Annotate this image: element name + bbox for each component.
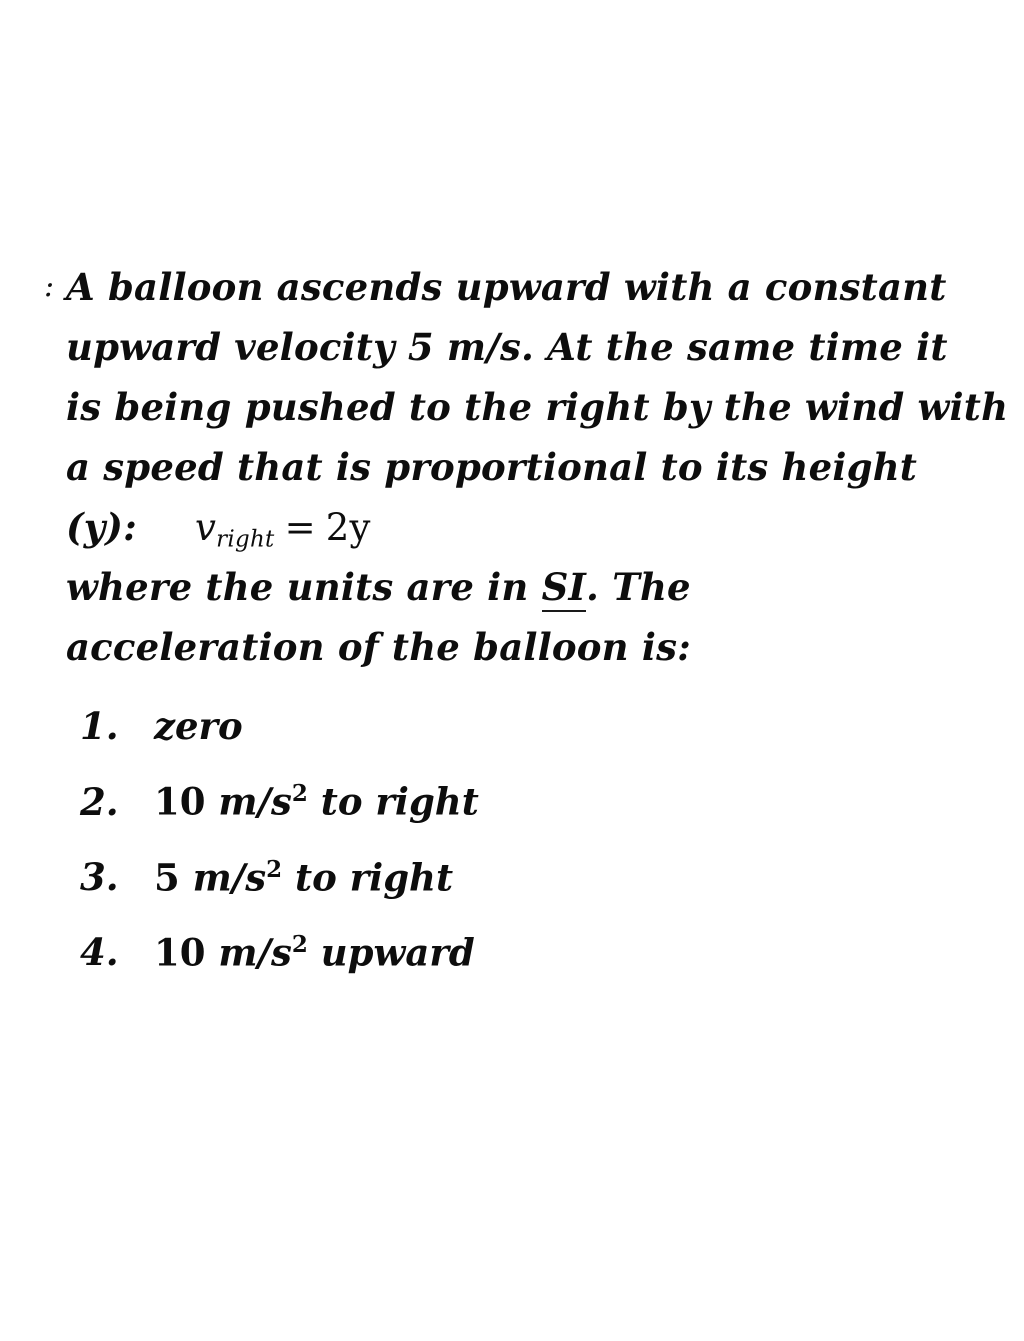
option-4[interactable] [80, 930, 964, 975]
units-note-post: . The [586, 565, 691, 610]
formula-variable-label: (y): [66, 504, 137, 549]
si-units-underlined: SI [542, 565, 586, 612]
question-text [66, 258, 1009, 678]
option-2-text [154, 779, 479, 824]
option-1-number: 1. [80, 704, 119, 749]
option-4-text [154, 930, 475, 975]
option-4-suffix: upward [307, 930, 475, 975]
option-1[interactable] [80, 704, 964, 749]
option-3-unit: m/s [179, 854, 267, 899]
option-3-suffix: to right [282, 854, 454, 899]
option-2-suffix: to right [307, 779, 479, 824]
option-3-number: 3. [80, 854, 119, 899]
units-note-line [66, 558, 964, 618]
option-2-unit: m/s [205, 779, 292, 824]
formula-expression [195, 498, 371, 559]
option-4-exponent: 2 [291, 930, 308, 958]
units-note-pre: where the units are in [66, 565, 542, 610]
option-3[interactable] [80, 854, 964, 899]
question-line-1: A balloon ascends upward with a constant [66, 265, 947, 309]
option-2[interactable] [80, 779, 964, 824]
option-4-number: 4. [80, 930, 119, 975]
option-2-exponent: 2 [291, 780, 308, 808]
option-2-value: 10 [154, 779, 206, 824]
option-3-value: 5 [154, 854, 180, 899]
question-line-4: a speed that is proportional to its height [66, 444, 918, 489]
question-line-2: upward velocity 5 m/s. At the same time it [66, 324, 948, 369]
options-list [80, 704, 964, 975]
formula-right-side: 2y [325, 505, 371, 549]
formula-equals: = [284, 505, 316, 549]
option-4-value: 10 [154, 930, 206, 975]
option-3-text [154, 854, 454, 899]
acceleration-prompt-line: acceleration of the balloon is: [66, 625, 691, 670]
question-line-3: is being pushed to the right by the wind with [66, 384, 1009, 429]
formula-subscript: right [216, 526, 275, 553]
formula-symbol: v [194, 505, 217, 549]
option-1-unit: zero [154, 704, 243, 749]
option-1-text [154, 704, 243, 749]
question-marker: : [44, 269, 55, 304]
option-4-unit: m/s [205, 930, 292, 975]
formula-line [66, 498, 964, 559]
option-2-number: 2. [80, 779, 119, 824]
option-3-exponent: 2 [266, 855, 283, 883]
question-block [44, 258, 1009, 975]
